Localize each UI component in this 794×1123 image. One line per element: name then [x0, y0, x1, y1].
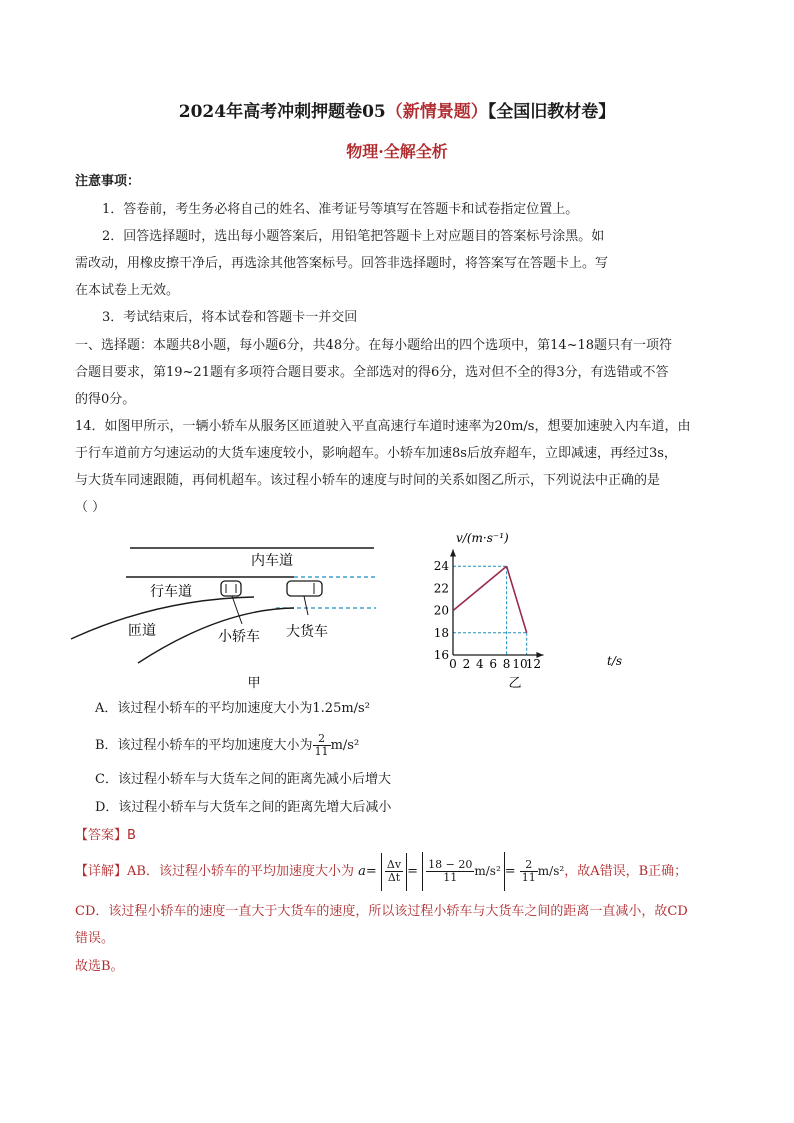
option-a: A．该过程小轿车的平均加速度大小为1.25m/s²	[95, 701, 370, 716]
y-tick-label: 18	[433, 625, 449, 640]
detail-abs-dv-dt: $\frac{\Delta v}{\Delta t}$	[381, 853, 407, 891]
car-icon	[221, 581, 241, 596]
detail-text-2: ，故A错误，B正确；	[564, 864, 688, 879]
inner-lane-label: 内车道	[251, 553, 293, 569]
series-segment-0-2	[507, 566, 527, 633]
y-tick-label: 20	[433, 603, 449, 618]
detail-equals-1: =	[365, 864, 377, 879]
y-tick-label: 24	[433, 559, 449, 574]
car-label: 小轿车	[218, 629, 260, 645]
answer-line	[75, 827, 136, 845]
x-tick-label: 6	[489, 657, 498, 671]
vt-series	[453, 566, 527, 633]
detail-abs-numeric: $\frac{18 - 20}{11}$ m/s²	[422, 852, 505, 891]
x-tick-label: 8	[502, 657, 511, 671]
truck-icon	[287, 581, 322, 596]
notice-item-2-line-1: 2．回答选择题时，选出每小题答案后，用铅笔把答题卡上对应题目的答案标号涂黑。如	[102, 229, 605, 244]
detail-equals-3: =	[504, 864, 516, 879]
question-line-1: 14．如图甲所示，一辆小轿车从服务区匝道驶入平直高速行车道时速率为20m/s，想要加速驶入内车道，由	[75, 419, 691, 434]
detail-tag: 【详解】	[75, 864, 128, 879]
notice-item-1: 1．答卷前，考生务必将自己的姓名、准考证号等填写在答题卡和试卷指定位置上。	[102, 202, 579, 217]
paper-title	[0, 97, 794, 122]
detail-equals-2: =	[407, 864, 418, 879]
x-tick-label: 2	[462, 657, 471, 671]
detail-line-4: 故选B。	[75, 959, 124, 974]
question-line-3: 与大货车同速跟随，再伺机超车。该过程小轿车的速度与时间的关系如图乙所示，下列说法中正确的是	[75, 473, 661, 488]
option-b	[95, 730, 359, 762]
road-diagram	[66, 535, 396, 695]
detail-result-unit: m/s²	[537, 864, 565, 878]
lane-label: 行车道	[150, 584, 192, 600]
section-line-1: 一、选择题：本题共8小题，每小题6分，共48分。在每小题给出的四个选项中，第14~18题只有一项符	[75, 338, 673, 353]
vt-xlabel: t/s	[607, 654, 623, 668]
detail-result-fraction: $\frac{2}{11}$	[521, 858, 536, 884]
detail-text-1: AB．该过程小轿车的平均加速度大小为	[127, 864, 354, 879]
option-b-text: B．该过程小轿车的平均加速度大小为	[95, 738, 313, 753]
notice-item-2-line-2: 需改动，用橡皮擦干净后，再选涂其他答案标号。回答非选择题时，将答案写在答题卡上。写	[75, 256, 609, 271]
y-tick-label: 22	[433, 581, 449, 596]
ramp-label: 匝道	[128, 623, 156, 639]
y-tick-label: 16	[433, 648, 449, 662]
truck-label: 大货车	[286, 624, 328, 640]
x-tick-label: 4	[475, 657, 484, 671]
answer-tag: 【答案】	[75, 828, 128, 843]
option-b-unit: m/s²	[330, 738, 360, 753]
detail-line-3: 错误。	[75, 931, 115, 946]
question-answer-blank: （ ）	[75, 500, 106, 515]
answer-value: B	[127, 828, 136, 843]
option-c: C．该过程小轿车与大货车之间的距离先减小后增大	[95, 772, 391, 787]
y-axis-arrow	[450, 550, 456, 557]
vt-ylabel: v/(m·s⁻¹)	[456, 531, 509, 545]
figure-a-caption: 甲	[247, 676, 261, 691]
title-year-part: 2024年高考冲刺押题卷05	[178, 102, 386, 122]
detail-line-2: CD．该过程小轿车的速度一直大于大货车的速度，所以该过程小轿车与大货车之间的距离一直减小，故CD	[75, 904, 688, 919]
title-edition-part: 【全国旧教材卷】	[487, 102, 616, 122]
series-segment-0-1	[453, 566, 507, 610]
option-d: D．该过程小轿车与大货车之间的距离先增大后减小	[95, 800, 392, 815]
title-topic-part: （新情景题）	[385, 102, 488, 122]
x-tick-label: 12	[525, 657, 542, 671]
question-line-2: 于行车道前方匀速运动的大货车速度较小，影响超车。小轿车加速8s后放弃超车，立即减速，再经过3s，	[75, 446, 677, 461]
option-b-fraction: $\frac{2}{11}$	[314, 732, 329, 758]
section-line-3: 的得0分。	[75, 392, 136, 407]
x-tick-label: 0	[449, 657, 457, 671]
detail-a-symbol: a	[358, 864, 366, 879]
detail-line-1	[75, 852, 687, 888]
vt-graph	[422, 528, 632, 693]
notice-item-2-line-3: 在本试卷上无效。	[75, 283, 180, 298]
notice-heading: 注意事项：	[75, 174, 141, 189]
ramp-edge-inner	[138, 608, 294, 663]
figure-b-caption: 乙	[508, 676, 522, 691]
x-tick-label: 10	[512, 657, 528, 671]
paper-subtitle: 物理·全解全析	[346, 142, 448, 161]
notice-item-3: 3．考试结束后，将本试卷和答题卡一并交回	[102, 310, 358, 325]
section-line-2: 合题目要求，第19~21题有多项符合题目要求。全部选对的得6分，选对但不全的得3分，有选错或不答	[75, 365, 669, 380]
vt-tick-labels	[434, 559, 541, 671]
